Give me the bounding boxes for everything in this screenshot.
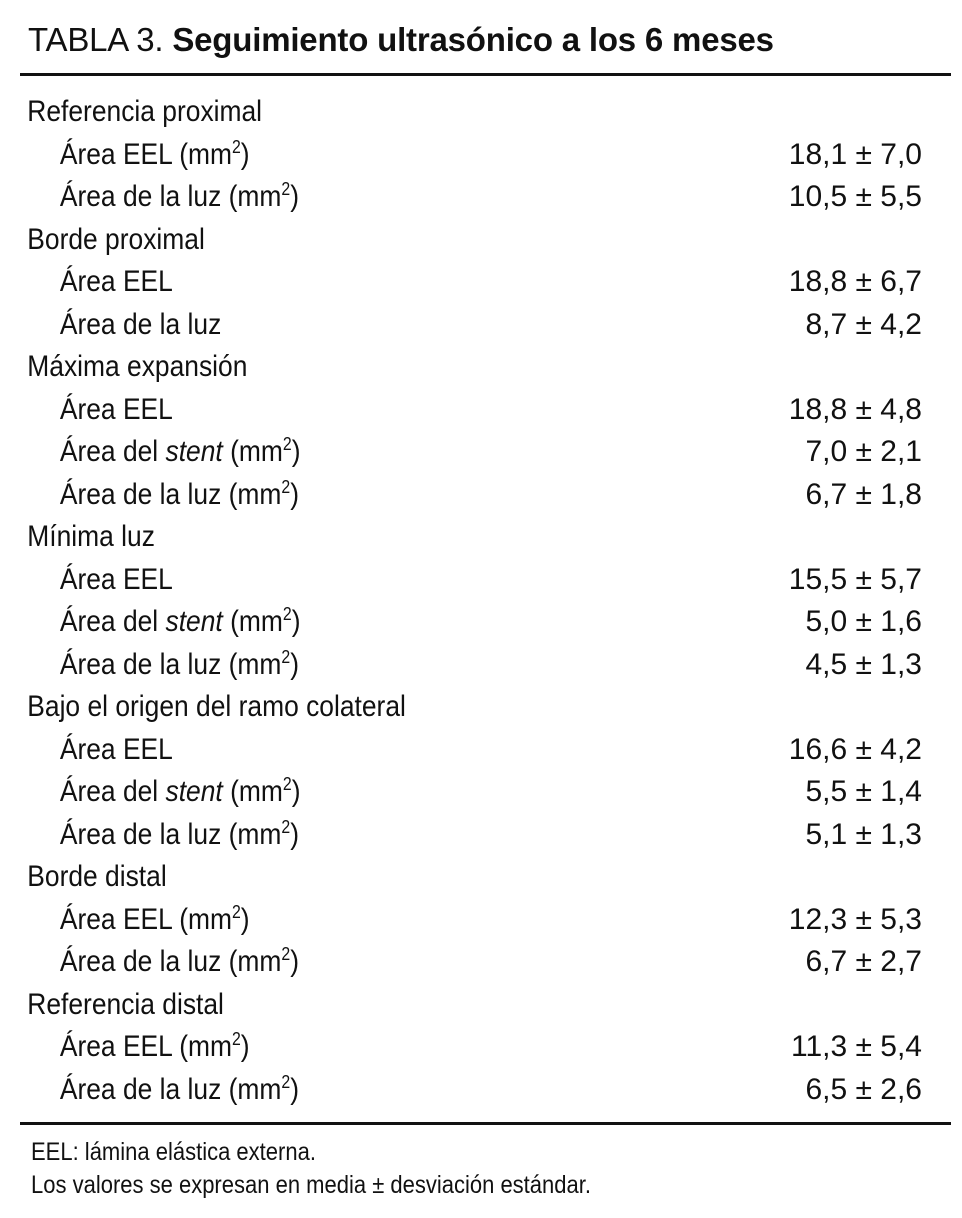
row-label-text: Área del: [59, 605, 159, 638]
row-unit-close: ): [290, 1072, 300, 1106]
row-unit-close: ): [290, 817, 300, 851]
row-unit-close: ): [240, 1030, 250, 1063]
row-label-text: Área de la luz: [59, 647, 222, 681]
row-unit-exponent: 2: [231, 1028, 241, 1049]
row-unit: (mm: [228, 477, 282, 511]
row-label-text: Área de la luz: [59, 180, 222, 213]
row-label-text: Área EEL: [59, 1030, 172, 1063]
row-label-text: Área EEL: [59, 265, 173, 298]
row-unit-exponent: 2: [281, 943, 291, 964]
section-heading: [0, 219, 847, 262]
row-unit-exponent: 2: [282, 603, 292, 624]
row-value: 5,0 ± 1,6: [805, 605, 922, 638]
section-heading: [0, 984, 847, 1027]
row-value: 18,8 ± 4,8: [788, 392, 922, 426]
row-value: 12,3 ± 5,3: [788, 902, 922, 936]
row-value: 5,5 ± 1,4: [805, 775, 922, 808]
top-rule: [20, 73, 951, 76]
row-value: 5,1 ± 1,3: [805, 817, 922, 851]
row-unit-exponent: 2: [281, 1071, 291, 1092]
row-unit-close: ): [290, 477, 300, 511]
table-body: [0, 91, 962, 1111]
section-heading-label: Borde proximal: [27, 222, 205, 256]
row-unit-exponent: 2: [281, 476, 291, 497]
footnote: EEL: lámina elástica externa.: [31, 1138, 316, 1166]
row-label-text: Área de la luz: [59, 817, 222, 851]
row-label-text: Área de la luz: [59, 1072, 222, 1106]
row-label-text: Área del: [59, 435, 159, 468]
row-unit: (mm: [230, 605, 283, 638]
row-unit: (mm: [230, 775, 283, 808]
row-label-text: Área EEL: [59, 562, 173, 596]
row-unit-exponent: 2: [282, 773, 292, 794]
row-label-text: Área EEL: [59, 137, 172, 171]
row-label-text: Área de la luz: [59, 307, 222, 341]
table-title: [28, 18, 774, 62]
row-label-text: Área EEL: [59, 902, 172, 936]
section-heading-label: Referencia proximal: [27, 95, 263, 128]
section-heading-label: Mínima luz: [27, 520, 155, 553]
row-unit-close: ): [240, 902, 250, 936]
row-unit: (mm: [179, 902, 232, 936]
section-heading-label: Bajo el origen del ramo colateral: [27, 690, 406, 723]
row-unit-exponent: 2: [281, 816, 291, 837]
row-unit: (mm: [179, 137, 232, 171]
table-footnotes: [31, 1136, 591, 1202]
row-value: 16,6 ± 4,2: [788, 732, 922, 766]
row-unit-close: ): [291, 605, 301, 638]
row-unit-exponent: 2: [281, 178, 291, 199]
section-heading: [0, 516, 847, 559]
row-unit-exponent: 2: [282, 433, 292, 454]
row-unit-close: ): [290, 945, 300, 978]
row-unit: (mm: [228, 817, 282, 851]
row-value: 6,7 ± 1,8: [805, 477, 922, 511]
table-caption: Seguimiento ultrasónico a los 6 meses: [172, 21, 774, 58]
row-value: 18,8 ± 6,7: [788, 265, 922, 298]
footnote: Los valores se expresan en media ± desviación estándar.: [31, 1171, 591, 1199]
section-heading-label: Referencia distal: [27, 987, 224, 1021]
row-value: 6,7 ± 2,7: [805, 945, 922, 978]
row-value: 7,0 ± 2,1: [805, 435, 922, 468]
row-label-text: Área EEL: [59, 732, 173, 766]
section-heading-label: Máxima expansión: [27, 350, 248, 383]
row-value: 10,5 ± 5,5: [788, 180, 922, 213]
row-unit: (mm: [179, 1030, 232, 1063]
row-unit: (mm: [228, 180, 282, 213]
row-value: 8,7 ± 4,2: [805, 307, 922, 341]
row-value: 6,5 ± 2,6: [805, 1072, 922, 1106]
section-heading: [0, 686, 847, 729]
row-value: 18,1 ± 7,0: [788, 137, 922, 171]
row-unit: (mm: [228, 945, 282, 978]
row-unit-close: ): [291, 775, 301, 808]
section-heading: [0, 91, 847, 134]
row-label-text: Área del: [59, 775, 159, 808]
row-label-italic: stent: [165, 775, 223, 808]
row-label-italic: stent: [165, 435, 223, 468]
row-unit-close: ): [291, 435, 301, 468]
section-heading: [0, 346, 847, 389]
row-unit-exponent: 2: [281, 646, 291, 667]
row-unit: (mm: [228, 647, 282, 681]
row-value: 4,5 ± 1,3: [805, 647, 922, 681]
section-heading-label: Borde distal: [27, 860, 167, 893]
row-value: 11,3 ± 5,4: [790, 1030, 922, 1063]
row-unit-close: ): [240, 137, 250, 171]
row-unit-close: ): [290, 180, 300, 213]
row-label-italic: stent: [165, 605, 223, 638]
row-unit: (mm: [228, 1072, 282, 1106]
row-unit: (mm: [230, 435, 283, 468]
bottom-rule: [20, 1122, 951, 1125]
row-label-text: Área de la luz: [59, 945, 222, 978]
row-unit-close: ): [290, 647, 300, 681]
row-unit-exponent: 2: [231, 136, 241, 157]
table-label: TABLA 3.: [28, 21, 164, 58]
row-value: 15,5 ± 5,7: [788, 562, 922, 596]
section-heading: [0, 856, 847, 899]
row-label-text: Área de la luz: [59, 477, 222, 511]
row-unit-exponent: 2: [231, 901, 241, 922]
row-label-text: Área EEL: [59, 392, 173, 426]
